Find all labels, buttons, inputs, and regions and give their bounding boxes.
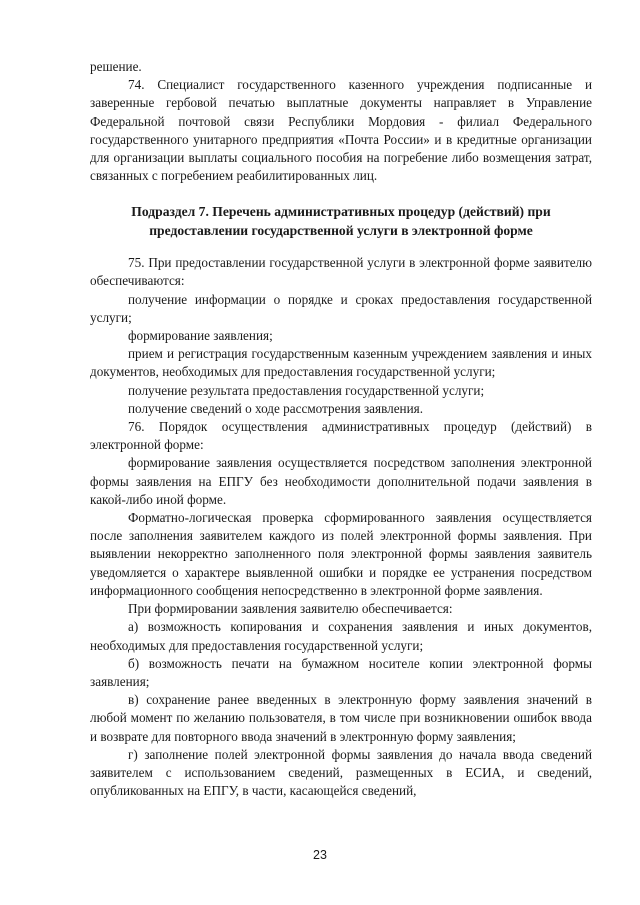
paragraph: б) возможность печати на бумажном носителе копии электронной формы заявления; [90, 655, 592, 689]
paragraph: 74. Специалист государственного казенного учреждения подписанные и заверенные гербовой печатью выплатные документы направляет в Управление Федеральной почтовой связи Республики Мордовия - филиал Федерального государственного унитарного предприятия «Почта России» и в кредитные организации для организации выплаты социального пособия на погребение либо возмещения затрат, связанных с погребением реабилитированных лиц. [90, 77, 592, 184]
paragraph: формирование заявления; [128, 328, 273, 344]
paragraph: 76. Порядок осуществления административных процедур (действий) в электронной форме: [90, 419, 592, 453]
paragraph: г) заполнение полей электронной формы заявления до начала ввода сведений заявителем с использованием сведений, размещенных в ЕСИА, и сведений, опубликованных на ЕПГУ, в части, касающейся сведений, [90, 746, 592, 799]
paragraph: Форматно-логическая проверка сформированного заявления осуществляется после заполнения заявителем каждого из полей электронной формы заявления. При выявлении некорректно заполненного поля электронной формы заявления заявитель уведомляется о характере выявленной ошибки и порядке ее устранения посредством информационного сообщения непосредственно в электронной форме заявления. [90, 510, 592, 598]
paragraph: получение результата предоставления государственной услуги; [128, 382, 485, 398]
main-paragraphs [90, 254, 592, 800]
document-body [90, 58, 592, 800]
page-number: 23 [313, 848, 327, 862]
paragraph: 75. При предоставлении государственной услуги в электронной форме заявителю обеспечиваются: [90, 255, 592, 289]
paragraph: решение. [90, 59, 142, 74]
top-paragraphs [90, 58, 592, 185]
paragraph: получение информации о порядке и сроках предоставления государственной услуги; [90, 291, 592, 325]
paragraph: формирование заявления осуществляется посредством заполнения электронной формы заявления на ЕПГУ без необходимости дополнительной подачи заявления в какой-либо иной форме. [90, 455, 592, 507]
paragraph: а) возможность копирования и сохранения заявления и иных документов, необходимых для предоставления государственной услуги; [90, 619, 592, 653]
paragraph: в) сохранение ранее введенных в электронную форму заявления значений в любой момент по желанию пользователя, в том числе при возникновении ошибок ввода и возврате для повторного ввода значений в электронную форму заявления; [90, 692, 592, 744]
paragraph: прием и регистрация государственным казенным учреждением заявления и иных документов, необходимых для предоставления государственной услуги; [90, 346, 592, 380]
section-heading: Подраздел 7. Перечень административных процедур (действий) при предоставлении государственной услуги в электронной форме [131, 204, 551, 238]
paragraph: получение сведений о ходе рассмотрения заявления. [128, 400, 424, 416]
paragraph: При формировании заявления заявителю обеспечивается: [128, 601, 453, 617]
